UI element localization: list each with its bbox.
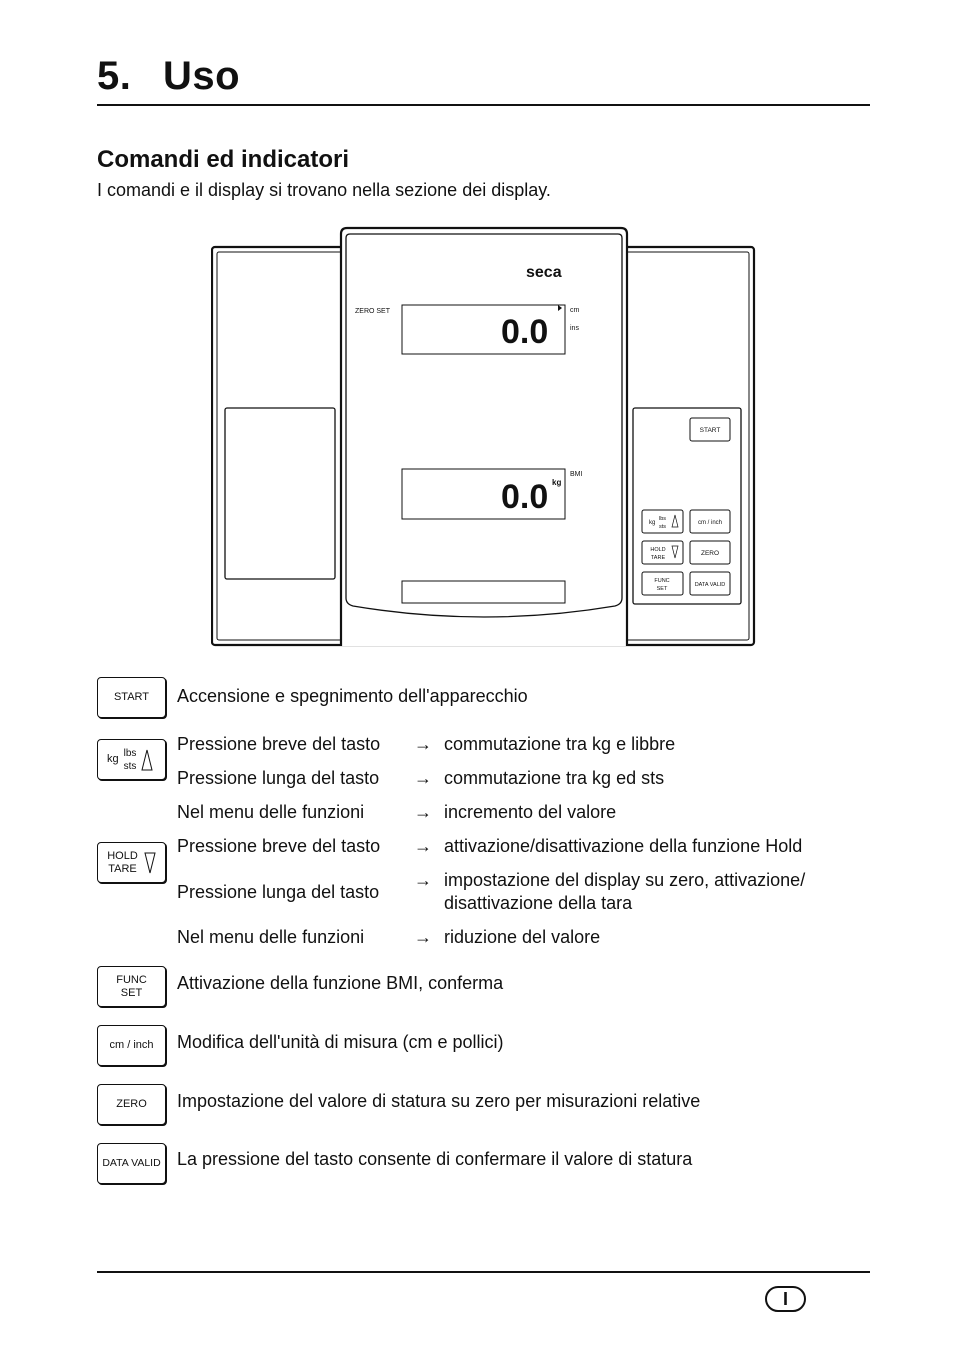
language-badge-text: I bbox=[782, 1289, 788, 1309]
lcd-bottom-bmi: BMI bbox=[570, 471, 583, 478]
device-drawing bbox=[211, 226, 757, 648]
header-rule bbox=[97, 104, 870, 106]
hold-tare-row2-result-line2: disattivazione della tara bbox=[444, 893, 633, 913]
zero-key-label: ZERO bbox=[116, 1098, 147, 1110]
kg-lbs-row1-arrow: → bbox=[414, 734, 432, 754]
hold-tare-row1-arrow: → bbox=[414, 836, 432, 856]
svg-text:kg: kg bbox=[649, 520, 656, 526]
cm-inch-key-label: cm / inch bbox=[109, 1039, 154, 1051]
chapter-title bbox=[97, 52, 240, 100]
cm-inch-description: Modifica dell'unità di misura (cm e pollici) bbox=[177, 1032, 504, 1052]
chapter-number: 5. bbox=[97, 54, 132, 98]
kg-lbs-key-stack bbox=[124, 747, 137, 773]
start-key-label: START bbox=[113, 691, 150, 703]
hold-tare-key-hold: HOLD bbox=[107, 849, 138, 862]
svg-text:START: START bbox=[699, 427, 721, 434]
display-panel-inner bbox=[346, 234, 622, 617]
kg-lbs-row3-result: incremento del valore bbox=[444, 802, 617, 822]
hold-tare-row2-action: Pressione lunga del tasto bbox=[177, 882, 380, 902]
language-badge bbox=[765, 1286, 806, 1312]
kg-lbs-row1-action: Pressione breve del tasto bbox=[177, 734, 381, 754]
func-set-key-func: FUNC bbox=[116, 973, 147, 986]
func-set-key bbox=[97, 966, 166, 1007]
kg-lbs-key-kg: kg bbox=[107, 753, 119, 765]
hold-tare-row3-arrow: → bbox=[414, 927, 432, 947]
kg-lbs-key bbox=[97, 739, 166, 780]
svg-text:FUNC: FUNC bbox=[654, 578, 670, 584]
triangle-up-icon bbox=[141, 749, 153, 771]
device-func-set-button[interactable] bbox=[642, 572, 683, 595]
data-valid-description: La pressione del tasto consente di confermare il valore di statura bbox=[177, 1149, 693, 1169]
zero-description: Impostazione del valore di statura su zero per misurazioni relative bbox=[177, 1091, 701, 1111]
footer-rule bbox=[97, 1271, 870, 1273]
section-intro: I comandi e il display si trovano nella sezione dei display. bbox=[97, 180, 551, 200]
hold-tare-row2-arrow: → bbox=[414, 870, 432, 890]
device-data-valid-button[interactable] bbox=[690, 572, 730, 595]
func-set-key-set: SET bbox=[120, 986, 143, 999]
zero-key bbox=[97, 1084, 166, 1125]
kg-lbs-row1-result: commutazione tra kg e libbre bbox=[444, 734, 676, 754]
kg-lbs-key-sts: sts bbox=[123, 760, 137, 772]
kg-lbs-row2-arrow: → bbox=[414, 768, 432, 788]
device-start-button[interactable] bbox=[690, 418, 730, 441]
svg-text:cm / inch: cm / inch bbox=[697, 520, 723, 526]
hold-tare-row2-result-line1: impostazione del display su zero, attivazione/ bbox=[444, 870, 806, 890]
lcd-top-unit-cm: cm bbox=[570, 307, 580, 314]
hold-tare-row3-result: riduzione del valore bbox=[444, 927, 601, 947]
kg-lbs-key-lbs: lbs bbox=[123, 747, 137, 759]
func-set-key-text bbox=[116, 974, 147, 1000]
svg-text:lbs: lbs bbox=[659, 516, 667, 522]
lcd-bottom-reading: 0.0 bbox=[501, 478, 549, 516]
lcd-bottom-unit: kg bbox=[552, 478, 562, 487]
svg-text:TARE: TARE bbox=[650, 555, 666, 561]
lcd-top-label: ZERO SET bbox=[355, 308, 391, 315]
start-description: Accensione e spegnimento dell'apparecchio bbox=[177, 686, 528, 706]
svg-text:ZERO: ZERO bbox=[700, 550, 720, 557]
triangle-down-icon bbox=[144, 852, 156, 874]
svg-text:HOLD: HOLD bbox=[650, 547, 666, 553]
section-title: Comandi ed indicatori bbox=[97, 146, 350, 173]
svg-text:SET: SET bbox=[656, 586, 668, 592]
device-hold-tare-button[interactable] bbox=[642, 541, 683, 564]
kg-lbs-row2-result: commutazione tra kg ed sts bbox=[444, 768, 665, 788]
cm-inch-key bbox=[97, 1025, 166, 1066]
kg-lbs-row3-action: Nel menu delle funzioni bbox=[177, 802, 365, 822]
device-kg-lbs-button[interactable] bbox=[642, 510, 683, 533]
hold-tare-row3-action: Nel menu delle funzioni bbox=[177, 927, 365, 947]
kg-lbs-row2-action: Pressione lunga del tasto bbox=[177, 768, 380, 788]
hold-tare-key-text bbox=[107, 850, 138, 876]
hold-tare-key-tare: TARE bbox=[108, 862, 137, 875]
hold-tare-key bbox=[97, 842, 166, 883]
svg-text:sts: sts bbox=[659, 524, 667, 530]
lcd-top-reading: 0.0 bbox=[501, 313, 549, 351]
start-key bbox=[97, 677, 166, 718]
data-valid-key-label: DATA VALID bbox=[102, 1157, 161, 1169]
hold-tare-row1-action: Pressione breve del tasto bbox=[177, 836, 381, 856]
svg-text:DATA VALID: DATA VALID bbox=[694, 582, 726, 588]
kg-lbs-row3-arrow: → bbox=[414, 802, 432, 822]
brand-logo: seca bbox=[526, 264, 562, 281]
chapter-title-text: Uso bbox=[163, 54, 241, 98]
func-set-description: Attivazione della funzione BMI, conferma bbox=[177, 973, 504, 993]
device-zero-button[interactable] bbox=[690, 541, 730, 564]
data-valid-key bbox=[97, 1143, 166, 1184]
left-window bbox=[225, 408, 335, 579]
lcd-top-unit-ins: ins bbox=[570, 325, 579, 332]
device-cm-inch-button[interactable] bbox=[690, 510, 730, 533]
device-illustration bbox=[211, 226, 757, 648]
hold-tare-row1-result: attivazione/disattivazione della funzione Hold bbox=[444, 836, 803, 856]
